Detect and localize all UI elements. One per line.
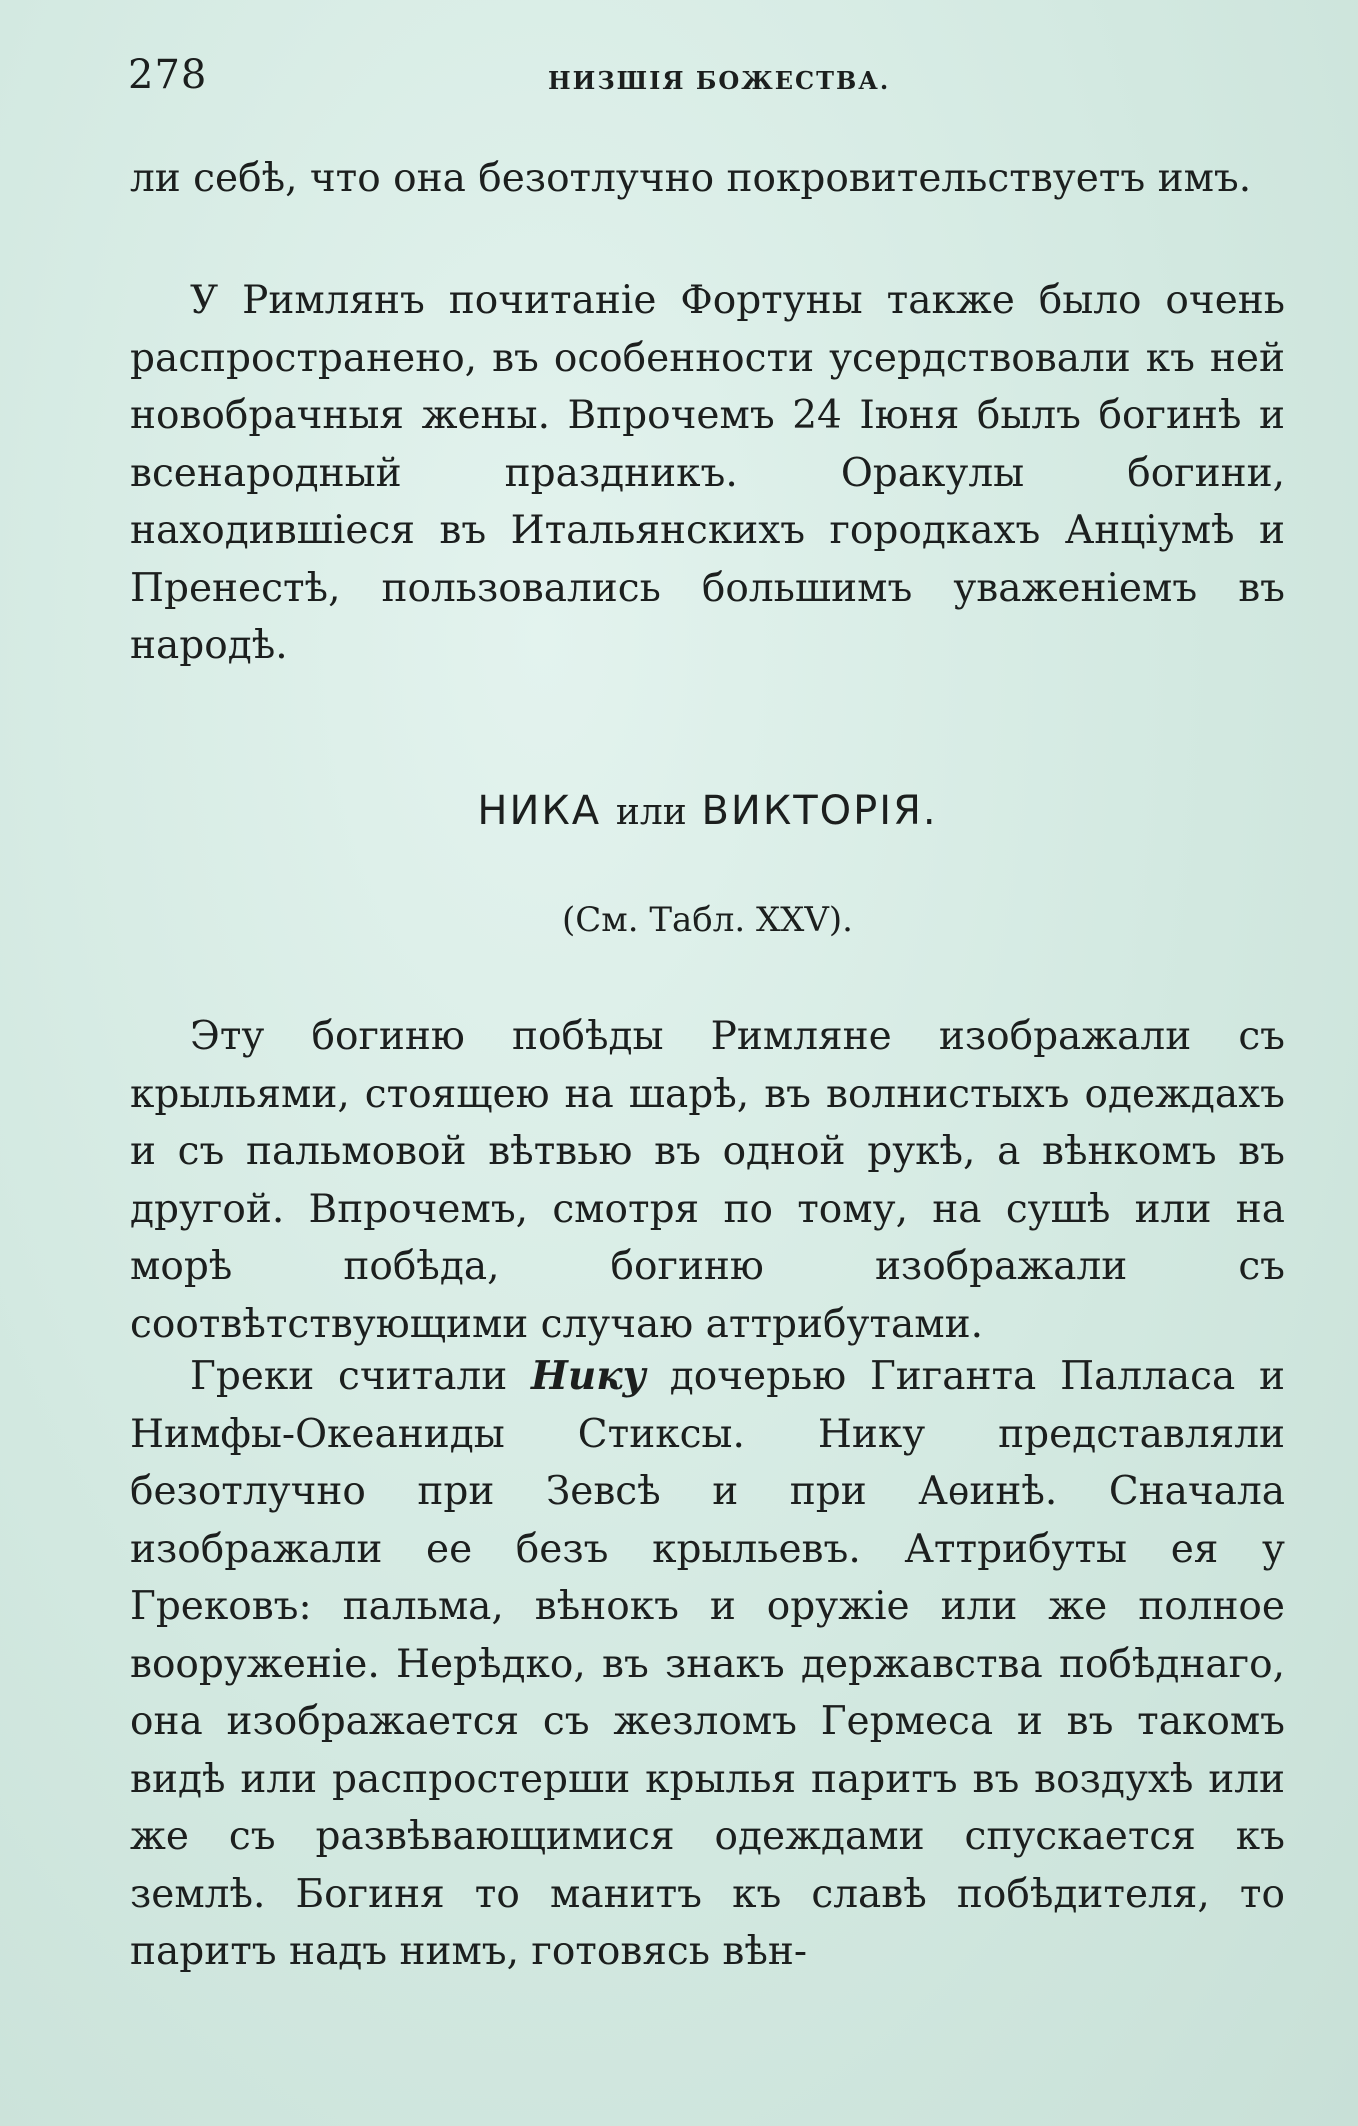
emphasis-nika: Нику: [531, 1353, 646, 1399]
section-title-joiner: или: [615, 792, 687, 833]
page-number: 278: [128, 52, 208, 98]
para2-start: Греки считали: [190, 1354, 531, 1399]
paragraph-nike-greeks: [130, 1348, 1285, 1981]
paragraph-fortuna-romans: У Римлянъ почитаніе Фортуны также было очень распространено, въ особенности усердствовали къ ней новобрачныя жены. Впрочемъ 24 Іюня былъ богинѣ и всенародный праздникъ. Оракулы богини, находившіеся въ Итальянскихъ городкахъ Анціумѣ и Пренестѣ, пользовались большимъ уваженіемъ въ народѣ.: [130, 278, 1285, 668]
para2-rest: дочерью Гиганта Палласа и Нимфы-Океаниды Стиксы. Нику представляли безотлучно при Зевсѣ и при Аѳинѣ. Сначала изображали ее безъ крыльевъ. Аттрибуты ея у Грековъ: пальма, вѣнокъ и оружіе или же полное вооруженіе. Нерѣдко, въ знакъ державства побѣднаго, она изображается съ жезломъ Гермеса и въ такомъ видѣ или распростерши крылья паритъ въ воздухѣ или же съ развѣвающимися одеждами спускается къ землѣ. Богиня то манитъ къ славѣ побѣдителя, то паритъ надъ нимъ, готовясь вѣн-: [130, 1354, 1285, 1974]
plate-reference: (См. Табл. XXV).: [561, 900, 853, 940]
running-head: НИЗШІЯ БОЖЕСТВА.: [548, 66, 891, 95]
section-title-part2: ВИКТОРІЯ.: [701, 788, 938, 834]
paragraph-continuation: ли себѣ, что она безотлучно покровительствуетъ имъ.: [130, 156, 1252, 201]
page-header: [128, 52, 1278, 112]
paragraph-nike-romans: Эту богиню побѣды Римляне изображали съ крыльями, стоящею на шарѣ, въ волнистыхъ одеждахъ и съ пальмовой вѣтвью въ одной рукѣ, а вѣнкомъ въ другой. Впрочемъ, смотря по тому, на сушѣ или на морѣ побѣда, богиню изображали съ соотвѣтствующими случаю аттрибутами.: [130, 1014, 1285, 1347]
section-title: [130, 788, 1285, 834]
section-title-part1: НИКА: [477, 788, 602, 834]
